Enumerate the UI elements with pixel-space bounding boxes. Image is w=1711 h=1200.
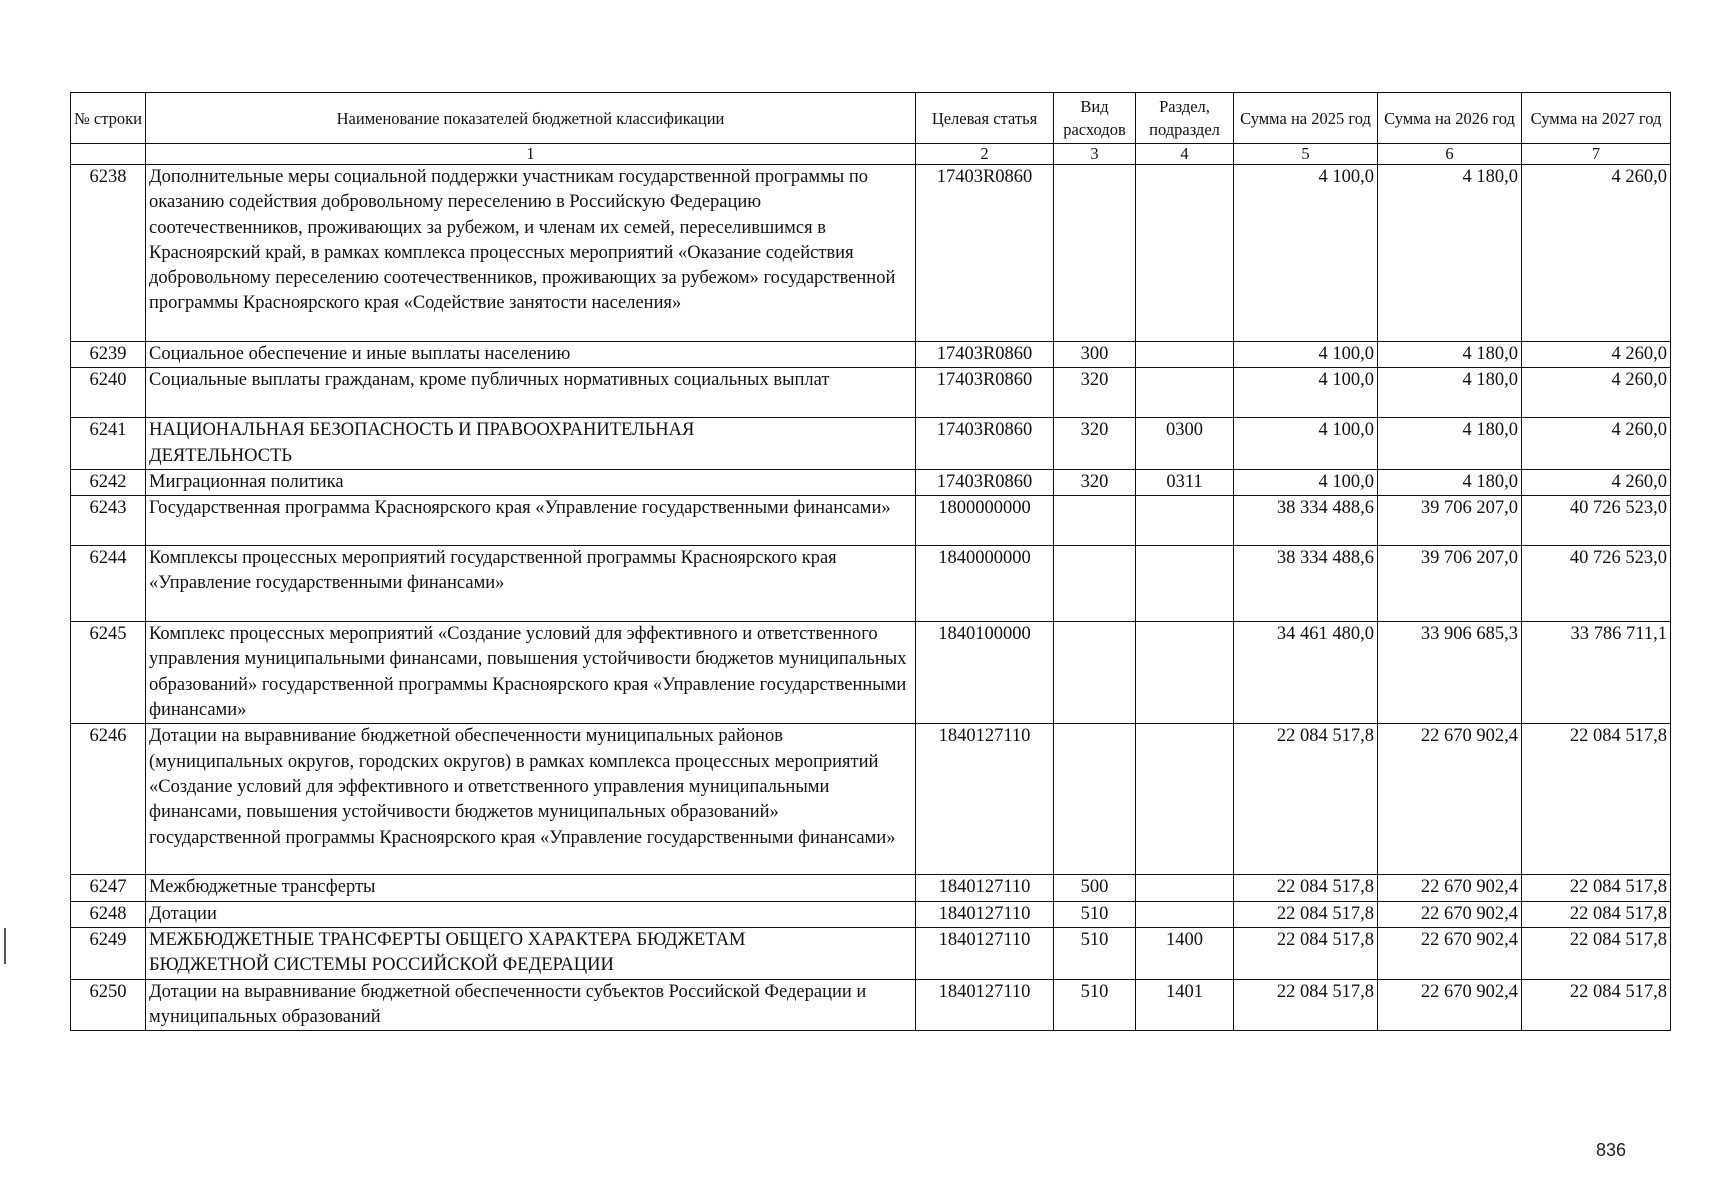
row-sum-2026: 4 180,0 — [1378, 165, 1522, 342]
column-number: 5 — [1234, 144, 1378, 165]
row-number: 6249 — [71, 927, 146, 979]
column-number: 4 — [1136, 144, 1234, 165]
row-target-article: 17403R0860 — [916, 418, 1054, 470]
column-number: 3 — [1054, 144, 1136, 165]
row-name: Дотации на выравнивание бюджетной обеспеченности муниципальных районов (муниципальных округов, городских округов) в рамках комплекса процессных мероприятий «Создание условий для эффективного и ответственного управления муниципальными финансами, повышения устойчивости бюджетов муниципальных образований» государственной программы Красноярского края «Управление государственными финансами» — [146, 724, 916, 875]
row-sum-2027: 22 084 517,8 — [1522, 979, 1671, 1031]
table-row — [71, 418, 1671, 470]
table-row — [71, 979, 1671, 1031]
row-sum-2027: 40 726 523,0 — [1522, 496, 1671, 546]
row-name: МЕЖБЮДЖЕТНЫЕ ТРАНСФЕРТЫ ОБЩЕГО ХАРАКТЕРА БЮДЖЕТАМ БЮДЖЕТНОЙ СИСТЕМЫ РОССИЙСКОЙ ФЕДЕРАЦИИ — [146, 927, 916, 979]
row-sum-2026: 4 180,0 — [1378, 418, 1522, 470]
row-section — [1136, 342, 1234, 368]
table-row — [71, 469, 1671, 495]
row-sum-2027: 33 786 711,1 — [1522, 622, 1671, 724]
row-number: 6247 — [71, 875, 146, 901]
row-section — [1136, 165, 1234, 342]
row-sum-2027: 22 084 517,8 — [1522, 875, 1671, 901]
table-row — [71, 724, 1671, 875]
table-row — [71, 342, 1671, 368]
column-number: 2 — [916, 144, 1054, 165]
header-section: Раздел, подраздел — [1136, 93, 1234, 144]
row-target-article: 17403R0860 — [916, 165, 1054, 342]
row-number: 6241 — [71, 418, 146, 470]
row-number: 6238 — [71, 165, 146, 342]
header-name: Наименование показателей бюджетной классификации — [146, 93, 916, 144]
row-sum-2027: 4 260,0 — [1522, 342, 1671, 368]
row-expense-type: 320 — [1054, 418, 1136, 470]
row-sum-2025: 22 084 517,8 — [1234, 875, 1378, 901]
header-sum-2026: Сумма на 2026 год — [1378, 93, 1522, 144]
row-target-article: 1840127110 — [916, 724, 1054, 875]
row-section — [1136, 875, 1234, 901]
row-sum-2025: 22 084 517,8 — [1234, 901, 1378, 927]
row-sum-2027: 22 084 517,8 — [1522, 927, 1671, 979]
row-sum-2026: 39 706 207,0 — [1378, 546, 1522, 622]
row-expense-type — [1054, 165, 1136, 342]
table-row — [71, 622, 1671, 724]
header-target-article: Целевая статья — [916, 93, 1054, 144]
column-number: 7 — [1522, 144, 1671, 165]
row-number: 6244 — [71, 546, 146, 622]
column-number-row — [71, 144, 1671, 165]
header-sum-2027: Сумма на 2027 год — [1522, 93, 1671, 144]
row-sum-2025: 38 334 488,6 — [1234, 546, 1378, 622]
row-sum-2026: 22 670 902,4 — [1378, 875, 1522, 901]
header-row — [71, 93, 1671, 144]
row-sum-2027: 22 084 517,8 — [1522, 901, 1671, 927]
row-name: Социальное обеспечение и иные выплаты населению — [146, 342, 916, 368]
row-name: НАЦИОНАЛЬНАЯ БЕЗОПАСНОСТЬ И ПРАВООХРАНИТЕЛЬНАЯ ДЕЯТЕЛЬНОСТЬ — [146, 418, 916, 470]
row-section — [1136, 368, 1234, 418]
row-number: 6240 — [71, 368, 146, 418]
row-expense-type: 300 — [1054, 342, 1136, 368]
row-sum-2025: 4 100,0 — [1234, 165, 1378, 342]
row-target-article: 17403R0860 — [916, 342, 1054, 368]
row-sum-2025: 4 100,0 — [1234, 368, 1378, 418]
row-number: 6246 — [71, 724, 146, 875]
table-row — [71, 875, 1671, 901]
row-sum-2025: 34 461 480,0 — [1234, 622, 1378, 724]
row-sum-2026: 22 670 902,4 — [1378, 724, 1522, 875]
row-section: 1401 — [1136, 979, 1234, 1031]
row-number: 6245 — [71, 622, 146, 724]
row-name: Комплексы процессных мероприятий государственной программы Красноярского края «Управление государственными финансами» — [146, 546, 916, 622]
column-number: 6 — [1378, 144, 1522, 165]
table-row — [71, 496, 1671, 546]
scan-margin-mark — [4, 928, 6, 964]
row-sum-2025: 4 100,0 — [1234, 469, 1378, 495]
row-target-article: 1840127110 — [916, 901, 1054, 927]
row-sum-2027: 40 726 523,0 — [1522, 546, 1671, 622]
row-name: Миграционная политика — [146, 469, 916, 495]
row-name: Дополнительные меры социальной поддержки участникам государственной программы по оказанию содействия добровольному переселению в Российскую Федерацию соотечественников, проживающих за рубежом, и членам их семей, переселившимся в Красноярский край, в рамках комплекса процессных мероприятий «Оказание содействия добровольному переселению соотечественников, проживающих за рубежом» государственной программы Красноярского края «Содействие занятости населения» — [146, 165, 916, 342]
row-number: 6242 — [71, 469, 146, 495]
row-expense-type — [1054, 496, 1136, 546]
row-section — [1136, 622, 1234, 724]
row-section: 0300 — [1136, 418, 1234, 470]
row-sum-2026: 4 180,0 — [1378, 342, 1522, 368]
row-section — [1136, 901, 1234, 927]
row-sum-2027: 4 260,0 — [1522, 469, 1671, 495]
row-sum-2027: 4 260,0 — [1522, 418, 1671, 470]
row-target-article: 17403R0860 — [916, 469, 1054, 495]
row-sum-2026: 4 180,0 — [1378, 368, 1522, 418]
row-section: 1400 — [1136, 927, 1234, 979]
row-name: Межбюджетные трансферты — [146, 875, 916, 901]
header-expense-type: Вид расходов — [1054, 93, 1136, 144]
page-number: 836 — [1596, 1140, 1627, 1160]
budget-classification-table — [70, 92, 1671, 1031]
row-sum-2025: 22 084 517,8 — [1234, 927, 1378, 979]
row-sum-2027: 22 084 517,8 — [1522, 724, 1671, 875]
row-number: 6250 — [71, 979, 146, 1031]
row-number: 6239 — [71, 342, 146, 368]
row-sum-2026: 22 670 902,4 — [1378, 979, 1522, 1031]
row-sum-2025: 4 100,0 — [1234, 342, 1378, 368]
table-row — [71, 546, 1671, 622]
row-sum-2026: 39 706 207,0 — [1378, 496, 1522, 546]
row-number: 6243 — [71, 496, 146, 546]
row-expense-type: 320 — [1054, 368, 1136, 418]
row-sum-2025: 22 084 517,8 — [1234, 979, 1378, 1031]
row-expense-type — [1054, 546, 1136, 622]
row-name: Комплекс процессных мероприятий «Создание условий для эффективного и ответственного управления муниципальными финансами, повышения устойчивости бюджетов муниципальных образований» государственной программы Красноярского края «Управление государственными финансами» — [146, 622, 916, 724]
row-expense-type: 510 — [1054, 901, 1136, 927]
table-row — [71, 927, 1671, 979]
row-section: 0311 — [1136, 469, 1234, 495]
row-section — [1136, 496, 1234, 546]
row-target-article: 1840000000 — [916, 546, 1054, 622]
row-expense-type: 510 — [1054, 979, 1136, 1031]
row-target-article: 17403R0860 — [916, 368, 1054, 418]
row-name: Дотации на выравнивание бюджетной обеспеченности субъектов Российской Федерации и муниципальных образований — [146, 979, 916, 1031]
header-sum-2025: Сумма на 2025 год — [1234, 93, 1378, 144]
row-target-article: 1840127110 — [916, 875, 1054, 901]
row-expense-type — [1054, 724, 1136, 875]
table-row — [71, 165, 1671, 342]
row-sum-2026: 22 670 902,4 — [1378, 927, 1522, 979]
row-section — [1136, 546, 1234, 622]
row-target-article: 1840100000 — [916, 622, 1054, 724]
budget-table-container — [70, 92, 1670, 1031]
row-number: 6248 — [71, 901, 146, 927]
row-expense-type: 500 — [1054, 875, 1136, 901]
row-section — [1136, 724, 1234, 875]
row-target-article: 1840127110 — [916, 927, 1054, 979]
row-sum-2026: 33 906 685,3 — [1378, 622, 1522, 724]
table-row — [71, 901, 1671, 927]
row-name: Дотации — [146, 901, 916, 927]
column-number — [71, 144, 146, 165]
row-sum-2025: 4 100,0 — [1234, 418, 1378, 470]
row-sum-2025: 22 084 517,8 — [1234, 724, 1378, 875]
row-expense-type — [1054, 622, 1136, 724]
row-target-article: 1840127110 — [916, 979, 1054, 1031]
row-name: Социальные выплаты гражданам, кроме публичных нормативных социальных выплат — [146, 368, 916, 418]
row-target-article: 1800000000 — [916, 496, 1054, 546]
row-sum-2027: 4 260,0 — [1522, 368, 1671, 418]
table-row — [71, 368, 1671, 418]
row-sum-2025: 38 334 488,6 — [1234, 496, 1378, 546]
row-expense-type: 320 — [1054, 469, 1136, 495]
row-sum-2026: 4 180,0 — [1378, 469, 1522, 495]
row-expense-type: 510 — [1054, 927, 1136, 979]
row-name: Государственная программа Красноярского края «Управление государственными финансами» — [146, 496, 916, 546]
column-number: 1 — [146, 144, 916, 165]
header-row-no: № строки — [71, 93, 146, 144]
row-sum-2027: 4 260,0 — [1522, 165, 1671, 342]
row-sum-2026: 22 670 902,4 — [1378, 901, 1522, 927]
